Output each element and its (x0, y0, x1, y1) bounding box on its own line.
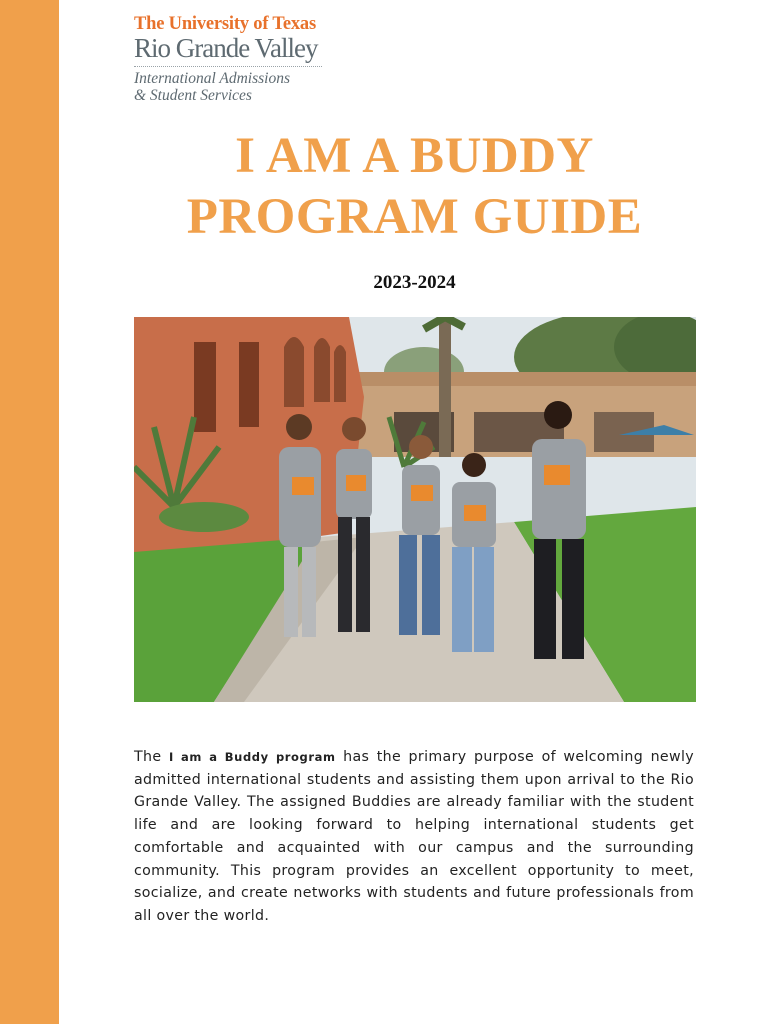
logo-department-line1: International Admissions (134, 70, 291, 87)
intro-lead: The (134, 749, 162, 765)
intro-body: has the primary purpose of welcoming newly admitted international students and assisting them upon arrival to the Rio Grande Valley. The assigned Buddies are already familiar with the student life and are looking forward to helping international students get comfortable and acquainted with our campus and the surrounding community. This program provides an excellent opportunity to meet, socialize, and create networks with students and future professionals from all over the world. (134, 749, 694, 924)
page-title (59, 126, 770, 248)
intro-paragraph (134, 746, 694, 928)
title-line-1: I AM A BUDDY (235, 128, 594, 184)
intro-program-name: I am a Buddy program (168, 750, 336, 764)
title-line-2: PROGRAM GUIDE (186, 189, 643, 245)
logo-university-name: The University of Texas (134, 14, 316, 34)
university-logo (134, 14, 364, 104)
logo-department-line2: & Student Services (134, 87, 252, 104)
group-photo (134, 317, 696, 702)
logo-divider (134, 66, 322, 67)
logo-campus-name: Rio Grande Valley (134, 33, 318, 63)
side-accent-bar (0, 0, 59, 1024)
academic-year: 2023-2024 (373, 272, 456, 293)
